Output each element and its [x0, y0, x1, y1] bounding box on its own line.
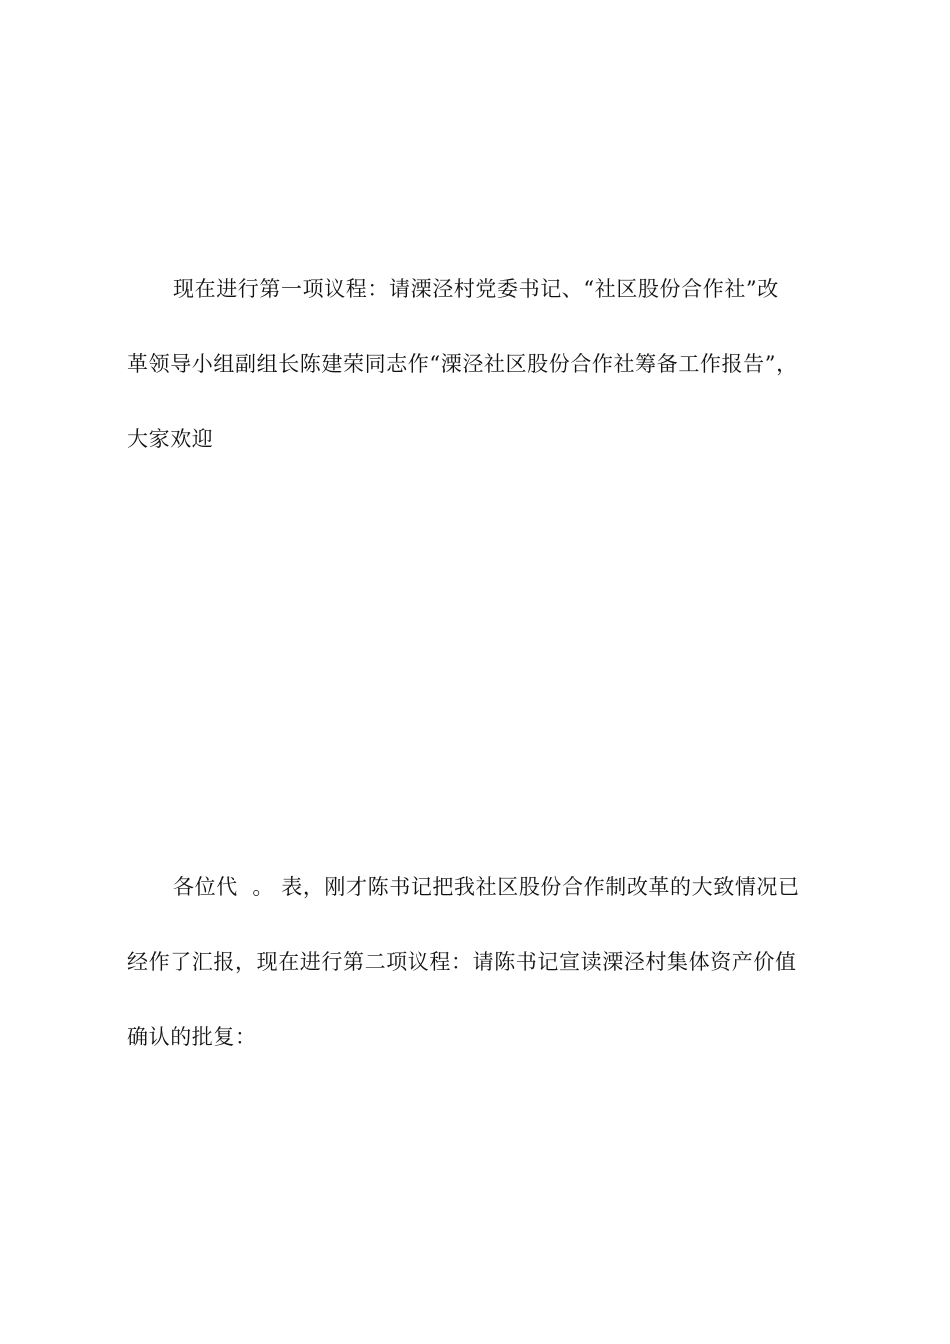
paragraph-line: 大家欢迎	[127, 427, 214, 451]
paragraph-line: 确认的批复：	[127, 1025, 257, 1049]
paragraph-line: 经作了汇报，现在进行第二项议程：请陈书记宣读溧泾村集体资产价值	[127, 950, 797, 974]
paragraph-line: 现在进行第一项议程：请溧泾村党委书记、“社区股份合作社”改	[173, 277, 779, 301]
paragraph-line: 革领导小组副组长陈建荣同志作“溧泾社区股份合作社筹备工作报告”，	[127, 352, 798, 376]
paragraph-line: 各位代 。 表，刚才陈书记把我社区股份合作制改革的大致情况已	[173, 875, 800, 899]
